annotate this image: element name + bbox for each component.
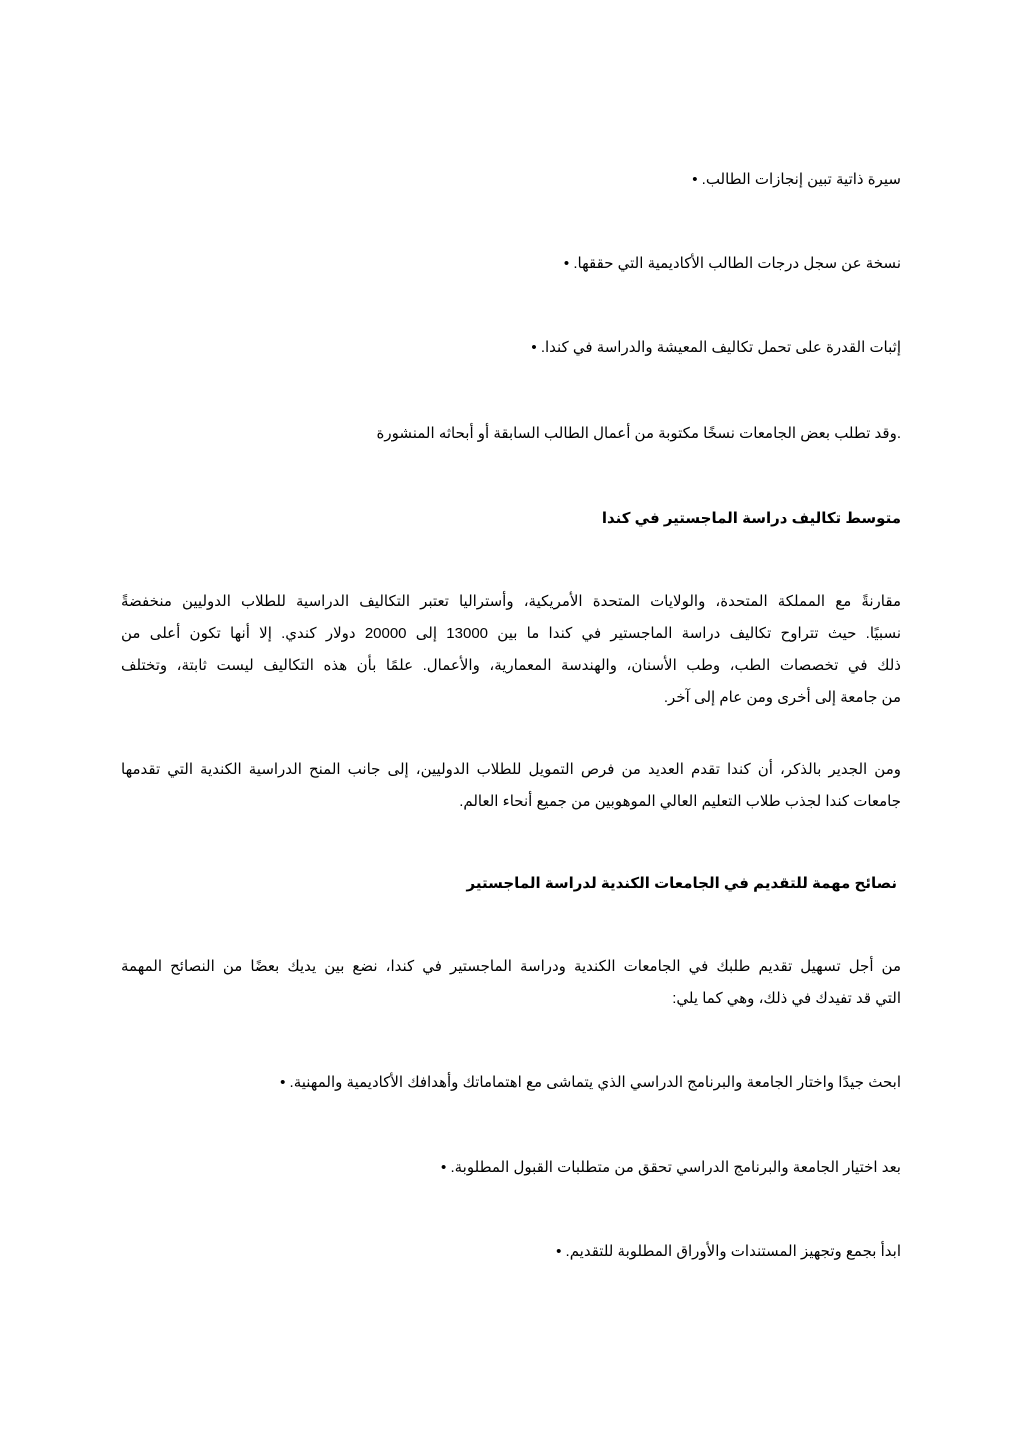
bullet-text: إثبات القدرة على تحمل تكاليف المعيشة والدراسة في كندا (544, 339, 901, 356)
paragraph-line: ومن الجدير بالذكر، أن كندا تقدم العديد من فرص التمويل للطلاب الدوليين، إلى جانب المنح الدراسية الكندية التي تقدمها (121, 761, 901, 778)
section-heading-tips: نصائح مهمة للتقديم في الجامعات الكندية لدراسة الماجستير (466, 875, 897, 892)
bullet-marker: • (531, 339, 537, 356)
bullet-item: ابدأ بجمع وتجهيز المستندات والأوراق المطلوبة للتقديم. • (556, 1243, 901, 1260)
note-text: وقد تطلب بعض الجامعات نسخًا مكتوبة من أعمال الطالب السابقة أو أبحاثه المنشورة (376, 425, 897, 442)
paragraph-line: ذلك في تخصصات الطب، وطب الأسنان، والهندسة المعمارية، والأعمال. علمًا بأن هذه التكاليف ليست ثابتة، وتختلف (121, 657, 901, 674)
section-heading-costs: متوسط تكاليف دراسة الماجستير في كندا (601, 510, 901, 527)
paragraph-line: مقارنةً مع المملكة المتحدة، والولايات المتحدة الأمريكية، وأستراليا تعتبر التكاليف الدراسية للطلاب الدوليين منخفضةً (121, 593, 901, 610)
bullet-item: بعد اختيار الجامعة والبرنامج الدراسي تحقق من متطلبات القبول المطلوبة. • (441, 1159, 901, 1176)
funding-paragraph (121, 754, 901, 818)
bullet-text: سيرة ذاتية تبين إنجازات الطالب (705, 171, 901, 188)
bullet-marker: • (556, 1243, 562, 1260)
bullet-marker: • (563, 255, 570, 272)
bullet-marker: • (280, 1074, 286, 1091)
bullet-item: ابحث جيدًا واختار الجامعة والبرنامج الدراسي الذي يتماشى مع اهتماماتك وأهدافك الأكاديمية والمهنية. • (280, 1074, 901, 1091)
costs-paragraph (121, 586, 901, 714)
paragraph-line: من أجل تسهيل تقديم طلبك في الجامعات الكندية ودراسة الماجستير في كندا، نضع بين يديك بعضًا من النصائح المهمة (121, 958, 901, 975)
paragraph-line: نسبيًا. حيث تتراوح تكاليف دراسة الماجستير في كندا ما بين 13000 إلى 20000 دولار كندي. إلا أنها تكون أعلى من (121, 625, 901, 642)
tips-intro-paragraph (121, 951, 901, 1015)
bullet-text: بعد اختيار الجامعة والبرنامج الدراسي تحقق من متطلبات القبول المطلوبة (454, 1159, 901, 1176)
bullet-text: نسخة عن سجل درجات الطالب الأكاديمية التي حققها (577, 255, 901, 272)
bullet-text: ابدأ بجمع وتجهيز المستندات والأوراق المطلوبة للتقديم (569, 1243, 901, 1260)
bullet-text: ابحث جيدًا واختار الجامعة والبرنامج الدراسي الذي يتماشى مع اهتماماتك وأهدافك الأكاديمية والمهنية (293, 1074, 901, 1091)
bullet-marker: • (441, 1159, 447, 1176)
paragraph-line: جامعات كندا لجذب طلاب التعليم العالي الموهوبين من جميع أنحاء العالم. (459, 793, 901, 810)
bullet-marker: • (692, 171, 698, 188)
bullet-item: نسخة عن سجل درجات الطالب الأكاديمية التي حققها. • (563, 255, 901, 272)
note-line: .وقد تطلب بعض الجامعات نسخًا مكتوبة من أعمال الطالب السابقة أو أبحاثه المنشورة (376, 425, 901, 442)
paragraph-line: التي قد تفيدك في ذلك، وهي كما يلي: (672, 990, 901, 1007)
paragraph-line: من جامعة إلى أخرى ومن عام إلى آخر. (663, 689, 901, 706)
bullet-item: سيرة ذاتية تبين إنجازات الطالب. • (692, 171, 901, 188)
bullet-item: إثبات القدرة على تحمل تكاليف المعيشة والدراسة في كندا. • (531, 339, 901, 356)
